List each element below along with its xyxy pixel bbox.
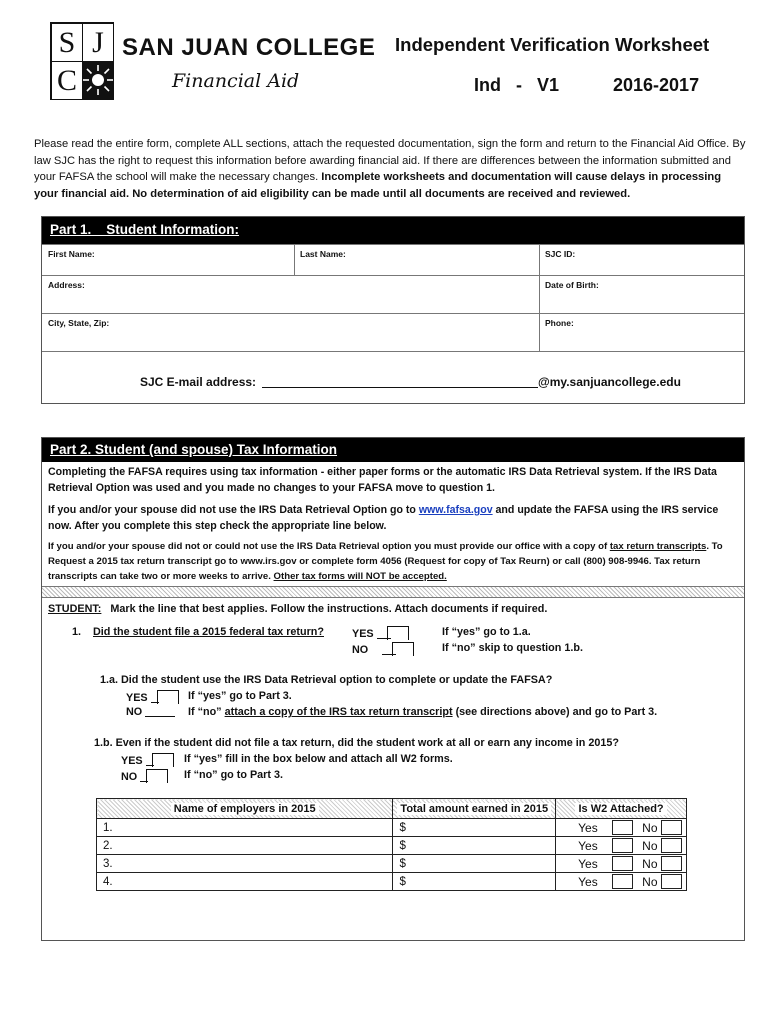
w2-cell (556, 819, 687, 837)
instructions-paragraph (34, 136, 746, 202)
q1a-question: 1.a. Did the student use the IRS Data Retrieval option to complete or update the FAFSA? (100, 674, 553, 686)
part1-heading-text: Part 1. Student Information: (50, 222, 240, 237)
student-label: STUDENT: (48, 603, 102, 615)
q1b-yes-label: YES (121, 755, 143, 767)
sjc-logo (50, 22, 114, 100)
name-row (42, 244, 744, 275)
w2-no-label: No (642, 821, 658, 835)
logo-sun-icon (83, 62, 113, 99)
award-year: 2016-2017 (613, 75, 700, 95)
part1-section (41, 216, 745, 404)
logo-letter-j: J (83, 24, 113, 61)
worksheet-title: Independent Verification Worksheet (395, 34, 710, 55)
q1b-question: 1.b. Even if the student did not file a tax return, did the student work at all or earn any income in 2015? (94, 737, 619, 749)
w2-no-label: No (642, 857, 658, 871)
instructions-text: Please read the entire form, complete ALL sections, attach the requested documentation, sign the form and return to the Financial Aid Office. By law SJC has the right to request this information before awarding financial aid. If there are differences between the information submitted and your FAFSA the school will make the necessary changes. (34, 138, 746, 183)
part2-para-3-text-mid: . To Request a 2015 tax return transcript go to www.irs.gov or complete form 4056 (Request for copy of Tax Reurn) or call (800) 908-9946. Tax return transcripts can take two or more weeks to arrive. (48, 541, 723, 582)
table-row (97, 873, 687, 891)
amount-cell[interactable]: $ (393, 837, 556, 855)
table-row (97, 855, 687, 873)
w2-cell (556, 873, 687, 891)
w2-no-checkbox[interactable] (661, 874, 682, 889)
employer-name-cell[interactable]: 1. (97, 819, 393, 837)
q1b-yes-row (121, 753, 174, 767)
email-label: SJC E-mail address: (140, 375, 257, 389)
last-name-field[interactable]: Last Name: (300, 249, 346, 259)
email-input[interactable] (262, 376, 538, 388)
w2-cell (556, 855, 687, 873)
q1a-no-instr (188, 706, 657, 718)
logo-letter-s: S (52, 24, 82, 61)
part2-section (41, 437, 745, 941)
amount-cell[interactable]: $ (393, 873, 556, 891)
part2-heading-text: Part 2. Student (and spouse) Tax Information (50, 442, 338, 457)
q1a-no-row (126, 706, 175, 718)
part2-para-1: Completing the FAFSA requires using tax information - either paper forms or the automatic IRS Data Retrieval system. If the IRS Data Retrieval Option was used and you made no changes to your FAFSA move to question 1. (48, 466, 717, 494)
part2-para-2-text-end: and update the FAFSA using the IRS service now. After you complete this step check the appropriate line below. (48, 504, 719, 532)
address-row (42, 275, 744, 313)
first-name-field[interactable]: First Name: (48, 249, 95, 259)
sun-icon (83, 62, 113, 99)
college-name: SAN JUAN COLLEGE (122, 34, 376, 61)
logo-letter-c: C (52, 62, 82, 99)
w2-yes-label: Yes (578, 839, 598, 853)
q1-yes-label: YES (352, 628, 374, 640)
w2-no-checkbox[interactable] (661, 838, 682, 853)
q1-no-label: NO (352, 644, 369, 656)
q1b-yes-checkbox[interactable] (152, 753, 174, 767)
q1-yes-row (352, 626, 409, 640)
amount-cell[interactable]: $ (393, 819, 556, 837)
w2-yes-checkbox[interactable] (612, 874, 633, 889)
q1a-no-instr-post: (see directions above) and go to Part 3. (452, 706, 658, 718)
w2-no-checkbox[interactable] (661, 856, 682, 871)
w2-no-label: No (642, 875, 658, 889)
q1a-no-blank[interactable] (145, 706, 175, 717)
w2-yes-checkbox[interactable] (612, 856, 633, 871)
q1a-yes-instr: If “yes” go to Part 3. (188, 690, 292, 702)
col-employer-name (97, 799, 393, 819)
w2-cell (556, 837, 687, 855)
dob-field[interactable]: Date of Birth: (545, 280, 599, 290)
q1a-no-instr-pre: If “no” (188, 706, 225, 718)
w2-yes-label: Yes (578, 857, 598, 871)
q1-no-checkbox[interactable] (392, 642, 414, 656)
q1a-yes-row (126, 690, 179, 704)
col-w2-attached (556, 799, 687, 819)
transcripts-text: tax return transcripts (609, 541, 707, 552)
employer-name-cell[interactable]: 3. (97, 855, 393, 873)
table-row (97, 819, 687, 837)
employer-name-cell[interactable]: 2. (97, 837, 393, 855)
part2-para-3-text: If you and/or your spouse did not or could not use the IRS Data Retrieval option you must provide our office with a copy of (48, 541, 610, 552)
student-instructions-text: Mark the line that best applies. Follow the instructions. Attach documents if required. (110, 603, 548, 615)
email-domain: @my.sanjuancollege.edu (538, 375, 681, 389)
other-forms-warning: Other tax forms will NOT be accepted. (273, 571, 447, 582)
department-name: Financial Aid (172, 70, 300, 92)
q1-number: 1. (72, 626, 82, 638)
q1b-no-label: NO (121, 771, 138, 783)
q1a-yes-label: YES (126, 692, 148, 704)
col-w2-attached-text: Is W2 Attached? (575, 803, 666, 815)
q1-no-instr: If “no” skip to question 1.b. (442, 642, 583, 654)
instructions-warning: Incomplete worksheets and documentation will cause delays in processing your financial aid. No determination of aid eligibility can be made until all documents are received and reviewed. (34, 171, 722, 200)
amount-cell[interactable]: $ (393, 855, 556, 873)
w2-no-checkbox[interactable] (661, 820, 682, 835)
email-line (140, 375, 681, 389)
part2-para-2 (48, 502, 738, 534)
q1b-yes-instr: If “yes” fill in the box below and attach all W2 forms. (184, 753, 453, 765)
student-instructions (48, 603, 547, 615)
part2-para-3 (48, 539, 746, 584)
q1a-yes-checkbox[interactable] (157, 690, 179, 704)
w2-yes-label: Yes (578, 875, 598, 889)
part2-heading (42, 438, 744, 462)
worksheet-code: Ind - V1 (474, 75, 560, 95)
q1-yes-checkbox[interactable] (387, 626, 409, 640)
employers-table (96, 798, 687, 891)
q1-yes-instr: If “yes” go to 1.a. (442, 626, 531, 638)
q1b-no-instr: If “no” go to Part 3. (184, 769, 283, 781)
hatched-divider (42, 586, 744, 598)
col-employer-name-text: Name of employers in 2015 (171, 803, 319, 815)
part1-heading (42, 217, 744, 244)
address-field[interactable]: Address: (48, 280, 85, 290)
fafsa-link[interactable]: www.fafsa.gov (418, 504, 493, 516)
part2-para-2-text: If you and/or your spouse did not use the IRS Data Retrieval Option go to (48, 504, 419, 516)
w2-no-label: No (642, 839, 658, 853)
table-row (97, 837, 687, 855)
q1-no-row (352, 642, 414, 656)
w2-yes-label: Yes (578, 821, 598, 835)
w2-yes-checkbox[interactable] (612, 838, 633, 853)
sjc-id-field[interactable]: SJC ID: (545, 249, 576, 259)
col-total-earned-text: Total amount earned in 2015 (397, 803, 551, 815)
employer-name-cell[interactable]: 4. (97, 873, 393, 891)
q1a-no-label: NO (126, 706, 143, 718)
q1-question: Did the student file a 2015 federal tax return? (93, 626, 324, 638)
q1b-no-row (121, 769, 168, 783)
table-header-row (97, 799, 687, 819)
w2-yes-checkbox[interactable] (612, 820, 633, 835)
phone-field[interactable]: Phone: (545, 318, 574, 328)
q1b-no-checkbox[interactable] (146, 769, 168, 783)
q1a-no-instr-underlined: attach a copy of the IRS tax return transcript (224, 706, 453, 718)
col-total-earned (393, 799, 556, 819)
city-row (42, 313, 744, 351)
city-state-zip-field[interactable]: City, State, Zip: (48, 318, 110, 328)
